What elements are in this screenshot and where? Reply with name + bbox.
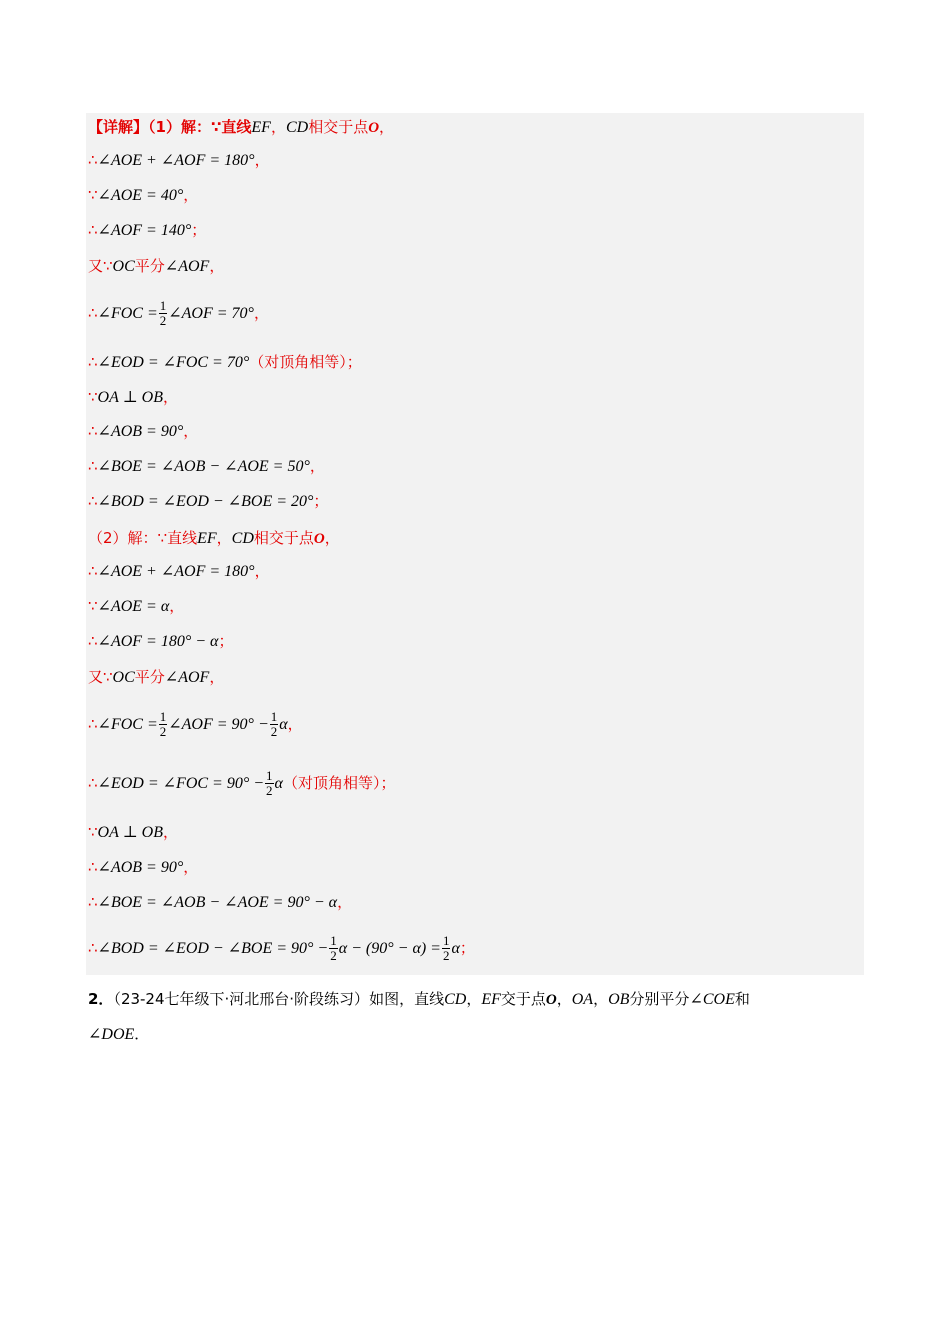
part2-header	[88, 528, 340, 549]
step-line	[88, 933, 475, 964]
therefore-symbol: ∴	[88, 492, 98, 510]
math-expr: α	[451, 940, 460, 957]
step-line	[88, 298, 269, 329]
therefore-symbol: ∴	[88, 151, 98, 169]
because-symbol: ∵	[88, 597, 98, 615]
point-o: O	[545, 992, 557, 1008]
math-expr: ∠AOB = 90°	[97, 423, 184, 440]
step-line	[88, 220, 206, 241]
step-line	[88, 768, 395, 799]
frac-den: 2	[266, 783, 273, 798]
frac-num: 1	[330, 933, 337, 948]
frac-den: 2	[442, 948, 450, 963]
punct: ，	[162, 823, 178, 841]
sep: ，	[466, 990, 482, 1008]
step-line	[88, 631, 233, 652]
sep: ，	[216, 529, 232, 547]
step-line	[88, 857, 198, 878]
bisect-text: 平分	[134, 257, 165, 275]
therefore-symbol: ∴	[88, 858, 98, 876]
math-expr: α	[274, 775, 283, 792]
math-expr: ∠BOD = ∠EOD − ∠BOE = 90° −	[97, 940, 329, 957]
ray-ob: OB	[608, 991, 630, 1008]
punct: ，	[309, 457, 325, 475]
point-o: O	[313, 531, 325, 547]
fraction	[265, 769, 274, 798]
sep: ，	[270, 118, 286, 136]
question-number: 2．	[88, 990, 114, 1008]
intersect-text: 相交于点	[308, 118, 369, 136]
math-expr: ∠AOE + ∠AOF = 180°	[97, 563, 255, 580]
therefore-symbol: ∴	[88, 562, 98, 580]
q-text: 交于点	[500, 990, 546, 1008]
question-2-line2	[88, 1024, 149, 1045]
frac-num: 1	[266, 768, 273, 783]
comma: ，	[324, 529, 340, 547]
punct: ，	[162, 388, 178, 406]
sep: ，	[556, 990, 572, 1008]
math-expr: ∠BOD = ∠EOD − ∠BOE = 20°	[97, 493, 314, 510]
frac-den: 2	[159, 724, 167, 739]
ray-oa: OA	[571, 991, 594, 1008]
punct: ，	[287, 715, 303, 733]
fraction	[329, 934, 338, 963]
punct: ，	[209, 257, 225, 275]
therefore-symbol: ∴	[88, 774, 98, 792]
math-expr: ∠AOF = 90° −	[168, 716, 269, 733]
because-symbol: 又∵	[88, 668, 113, 686]
line-ef: EF	[481, 991, 501, 1008]
punct: ，	[254, 151, 270, 169]
angle-doe: ∠DOE	[88, 1026, 135, 1043]
frac-num: 1	[270, 709, 278, 724]
frac-num: 1	[159, 709, 167, 724]
math-expr: ∠EOD = ∠FOC = 70°	[97, 354, 250, 371]
punct: ，	[253, 304, 269, 322]
part2-header-text: （2）解：∵直线	[88, 529, 198, 547]
math-expr: OA ⊥ OB	[97, 824, 163, 841]
punct: ，	[337, 893, 353, 911]
q-text: 分别平分	[629, 990, 690, 1008]
fraction	[159, 299, 168, 328]
punct: ；	[218, 632, 234, 650]
math-expr: ∠AOE = α	[97, 598, 170, 615]
step-line	[88, 596, 184, 617]
because-symbol: 又∵	[88, 257, 113, 275]
punct: ，	[209, 668, 225, 686]
step-line	[88, 387, 178, 408]
math-expr: ∠AOF	[164, 258, 210, 275]
math-expr: OA ⊥ OB	[97, 389, 163, 406]
math-expr: ∠AOB = 90°	[97, 859, 184, 876]
step-line	[88, 456, 325, 477]
math-expr: OC	[112, 258, 135, 275]
punct: ，	[169, 597, 185, 615]
therefore-symbol: ∴	[88, 221, 98, 239]
q-text: 如图，直线	[369, 990, 445, 1008]
math-expr: ∠BOE = ∠AOB − ∠AOE = 50°	[97, 458, 310, 475]
step-line	[88, 561, 270, 582]
punct: ；	[313, 492, 329, 510]
frac-num: 1	[159, 298, 167, 313]
part1-header	[88, 117, 394, 138]
step-line	[88, 150, 270, 171]
therefore-symbol: ∴	[88, 422, 98, 440]
therefore-symbol: ∴	[88, 353, 98, 371]
question-source: （23-24七年级下·河北邢台·阶段练习）	[113, 990, 370, 1008]
frac-num: 1	[442, 933, 450, 948]
math-expr: ∠FOC =	[97, 305, 158, 322]
sep: ，	[593, 990, 609, 1008]
step-line	[88, 667, 224, 688]
step-line	[88, 352, 362, 373]
math-expr: ∠BOE = ∠AOB − ∠AOE = 90° − α	[97, 894, 338, 911]
step-line	[88, 822, 178, 843]
therefore-symbol: ∴	[88, 893, 98, 911]
line-cd: CD	[444, 991, 467, 1008]
step-line	[88, 256, 224, 277]
question-2-line1	[88, 989, 750, 1010]
fraction	[270, 710, 279, 739]
line-ef: EF	[197, 530, 217, 547]
math-expr: ∠AOE + ∠AOF = 180°	[97, 152, 255, 169]
math-expr: ∠FOC =	[97, 716, 158, 733]
step-line	[88, 421, 198, 442]
therefore-symbol: ∴	[88, 632, 98, 650]
because-symbol: ∵	[88, 388, 98, 406]
punct: ．	[134, 1025, 150, 1043]
step-line	[88, 892, 352, 913]
math-expr: ∠EOD = ∠FOC = 90° −	[97, 775, 265, 792]
therefore-symbol: ∴	[88, 457, 98, 475]
punct: ；	[191, 221, 207, 239]
punct: ，	[254, 562, 270, 580]
line-cd: CD	[285, 119, 309, 136]
punct: ，	[183, 422, 199, 440]
step-line	[88, 185, 198, 206]
frac-den: 2	[270, 724, 278, 739]
frac-den: 2	[159, 313, 167, 328]
math-expr: α − (90° − α) =	[338, 940, 441, 957]
fraction	[442, 934, 451, 963]
fraction	[159, 710, 168, 739]
punct: ，	[183, 858, 199, 876]
comma: ，	[379, 118, 395, 136]
line-cd: CD	[231, 530, 254, 547]
punct: ，	[183, 186, 199, 204]
note-text: （对顶角相等）；	[249, 353, 362, 371]
because-symbol: ∵	[88, 186, 98, 204]
punct: ；	[459, 939, 475, 957]
intersect-text: 相交于点	[253, 529, 314, 547]
frac-den: 2	[330, 948, 337, 963]
note-text: （对顶角相等）；	[282, 774, 396, 792]
step-line	[88, 491, 328, 512]
math-expr: OC	[112, 669, 135, 686]
line-ef: EF	[251, 119, 271, 136]
math-expr: ∠AOF = 180° − α	[97, 633, 219, 650]
therefore-symbol: ∴	[88, 939, 98, 957]
because-symbol: ∵	[88, 823, 98, 841]
math-expr: ∠AOF = 140°	[97, 222, 192, 239]
bisect-text: 平分	[134, 668, 165, 686]
step-line	[88, 709, 303, 740]
math-expr: ∠AOF = 70°	[168, 305, 254, 322]
therefore-symbol: ∴	[88, 304, 98, 322]
math-expr: ∠AOF	[164, 669, 210, 686]
therefore-symbol: ∴	[88, 715, 98, 733]
math-expr: α	[279, 716, 288, 733]
math-expr: ∠AOE = 40°	[97, 187, 184, 204]
q-text: 和	[734, 990, 750, 1008]
part1-header-text: 【详解】（1）解：∵直线	[88, 118, 252, 136]
point-o: O	[368, 120, 380, 136]
angle-coe: ∠COE	[689, 991, 735, 1008]
